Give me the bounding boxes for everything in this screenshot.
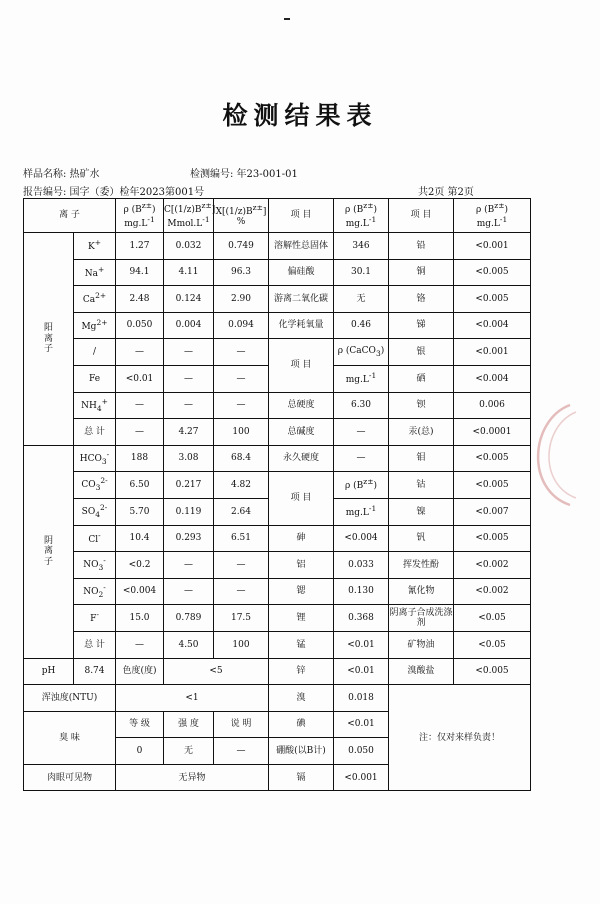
ion-name: $SO_4^{2-}$ (74, 498, 116, 525)
ph-value: 8.74 (74, 658, 116, 685)
ion-conc: — (164, 365, 214, 392)
mid-item: 溴 (269, 685, 334, 712)
table-row (24, 419, 531, 446)
cation-group-label: 阳 离 子 (24, 233, 74, 446)
mid-value: 346 (334, 233, 389, 260)
mid-subheader: ρ $(B^{z\pm})$ (334, 472, 389, 499)
results-table (23, 198, 531, 791)
mid-item: 总硬度 (269, 392, 334, 419)
ion-pct: 96.3 (214, 259, 269, 286)
mid-item: 锶 (269, 578, 334, 605)
mid-value: 0.018 (334, 685, 389, 712)
ion-pct: 100 (214, 631, 269, 658)
mid-item: 游离二氧化碳 (269, 286, 334, 313)
ion-name: $Ca^{2+}$ (74, 286, 116, 313)
right-item: 汞(总) (389, 419, 454, 446)
table-row (24, 312, 531, 339)
table-row (24, 525, 531, 552)
ion-pct: 100 (214, 419, 269, 446)
header-ion: 离 子 (24, 199, 116, 233)
table-row (24, 472, 531, 499)
mid-value: 30.1 (334, 259, 389, 286)
ion-conc: 4.50 (164, 631, 214, 658)
ion-conc: 3.08 (164, 445, 214, 472)
ion-pct: 4.82 (214, 472, 269, 499)
ion-conc: — (164, 578, 214, 605)
ion-conc: — (164, 552, 214, 579)
grade-value: 0 (116, 738, 164, 765)
ion-rho: — (116, 339, 164, 366)
right-item: 锑 (389, 312, 454, 339)
grade-header: 等 级 (116, 711, 164, 738)
right-item: 铬 (389, 286, 454, 313)
table-row-turbidity (24, 685, 531, 712)
ion-rho: — (116, 392, 164, 419)
right-value: <0.005 (454, 286, 531, 313)
ion-conc: 4.11 (164, 259, 214, 286)
table-header-row (24, 199, 531, 233)
right-item: 钼 (389, 445, 454, 472)
right-item: 阴离子合成洗涤剂 (389, 605, 454, 632)
mid-item: 项 目 (269, 472, 334, 525)
mid-value: <0.01 (334, 658, 389, 685)
mid-value: <0.001 (334, 764, 389, 791)
right-item: 氰化物 (389, 578, 454, 605)
ion-rho: 1.27 (116, 233, 164, 260)
right-value: <0.005 (454, 472, 531, 499)
ion-rho: 10.4 (116, 525, 164, 552)
right-item: 硒 (389, 365, 454, 392)
ion-pct: 68.4 (214, 445, 269, 472)
ion-name: K+ (74, 233, 116, 260)
right-value: <0.005 (454, 259, 531, 286)
right-value: <0.05 (454, 605, 531, 632)
mid-value: — (334, 419, 389, 446)
mid-subheader: ρ (CaCO$_3$) (334, 339, 389, 366)
ion-pct: — (214, 578, 269, 605)
ion-conc: — (164, 392, 214, 419)
header-item: 项 目 (269, 199, 334, 233)
ion-rho: <0.2 (116, 552, 164, 579)
ion-name: $Mg^{2+}$ (74, 312, 116, 339)
table-row (24, 605, 531, 632)
table-row (24, 233, 531, 260)
anion-group-label: 阴 离 子 (24, 445, 74, 658)
ion-conc: 0.293 (164, 525, 214, 552)
header-rho3: ρ $(B^{z\pm})$ $mg.L^{-1}$ (454, 199, 531, 233)
header-item2: 项 目 (389, 199, 454, 233)
right-value: <0.05 (454, 631, 531, 658)
ion-conc: 4.27 (164, 419, 214, 446)
ion-conc: 0.032 (164, 233, 214, 260)
note-value: — (214, 738, 269, 765)
right-item: 银 (389, 339, 454, 366)
right-value: <0.005 (454, 658, 531, 685)
mid-value: <0.004 (334, 525, 389, 552)
right-item: 铜 (389, 259, 454, 286)
mid-value: 6.30 (334, 392, 389, 419)
ion-conc: — (164, 339, 214, 366)
right-value: <0.001 (454, 233, 531, 260)
header-conc: $C[(1/z)B^{z\pm}]$ $Mmol.L^{-1}$ (164, 199, 214, 233)
mid-item: 锌 (269, 658, 334, 685)
ion-pct: 2.90 (214, 286, 269, 313)
ion-conc: 0.119 (164, 498, 214, 525)
ion-rho: 0.050 (116, 312, 164, 339)
right-value: <0.002 (454, 552, 531, 579)
ion-name: $NO_2^-$ (74, 578, 116, 605)
ion-conc: 0.124 (164, 286, 214, 313)
ion-name: 总 计 (74, 419, 116, 446)
ion-pct: — (214, 552, 269, 579)
ion-pct: 0.749 (214, 233, 269, 260)
strength-header: 强 度 (164, 711, 214, 738)
mid-value: <0.01 (334, 631, 389, 658)
mid-subheader-unit: $mg.L^{-1}$ (334, 498, 389, 525)
right-item: 钒 (389, 525, 454, 552)
mid-value: — (334, 445, 389, 472)
mid-item: 铝 (269, 552, 334, 579)
right-value: <0.007 (454, 498, 531, 525)
ion-name: $NH_4^+$ (74, 392, 116, 419)
ion-name: $HCO_3^-$ (74, 445, 116, 472)
color-value: <5 (164, 658, 269, 685)
top-dash-mark (284, 18, 290, 20)
visible-label: 肉眼可见物 (24, 764, 116, 791)
ion-conc: 0.004 (164, 312, 214, 339)
turbidity-value: <1 (116, 685, 269, 712)
ion-name: Fe (74, 365, 116, 392)
odor-label: 臭 味 (24, 711, 116, 764)
ion-pct: — (214, 392, 269, 419)
table-row (24, 631, 531, 658)
right-value: <0.0001 (454, 419, 531, 446)
ion-pct: — (214, 365, 269, 392)
mid-item: 偏硅酸 (269, 259, 334, 286)
right-item: 镍 (389, 498, 454, 525)
header-pct: $X[(1/z)B^{z\pm}]$ % (214, 199, 269, 233)
ph-label: pH (24, 658, 74, 685)
ion-name: / (74, 339, 116, 366)
ion-rho: — (116, 419, 164, 446)
ion-pct: 17.5 (214, 605, 269, 632)
mid-item: 锰 (269, 631, 334, 658)
right-value: <0.004 (454, 312, 531, 339)
mid-item: 化学耗氧量 (269, 312, 334, 339)
table-row (24, 392, 531, 419)
color-label: 色度(度) (116, 658, 164, 685)
ion-rho: — (116, 631, 164, 658)
ion-rho: 2.48 (116, 286, 164, 313)
mid-item: 锂 (269, 605, 334, 632)
visible-value: 无异物 (116, 764, 269, 791)
mid-item: 碘 (269, 711, 334, 738)
note-header: 说 明 (214, 711, 269, 738)
table-row (24, 578, 531, 605)
ion-pct: 2.64 (214, 498, 269, 525)
right-value: <0.001 (454, 339, 531, 366)
mid-subheader-unit: $mg.L^{-1}$ (334, 365, 389, 392)
page-count: 共2页 第2页 (418, 187, 474, 198)
mid-value: 0.46 (334, 312, 389, 339)
ion-rho: 15.0 (116, 605, 164, 632)
ion-name: 总 计 (74, 631, 116, 658)
right-item: 溴酸盐 (389, 658, 454, 685)
table-row-ph (24, 658, 531, 685)
ion-name: Cl- (74, 525, 116, 552)
right-value: <0.005 (454, 445, 531, 472)
right-value: <0.005 (454, 525, 531, 552)
mid-value: 无 (334, 286, 389, 313)
mid-value: <0.01 (334, 711, 389, 738)
ion-rho: 6.50 (116, 472, 164, 499)
mid-item: 总碱度 (269, 419, 334, 446)
turbidity-label: 浑浊度(NTU) (24, 685, 116, 712)
mid-value: 0.050 (334, 738, 389, 765)
table-row (24, 339, 531, 366)
ion-conc: 0.217 (164, 472, 214, 499)
right-value: <0.004 (454, 365, 531, 392)
right-item: 矿物油 (389, 631, 454, 658)
mid-item: 永久硬度 (269, 445, 334, 472)
table-row (24, 286, 531, 313)
mid-item: 镉 (269, 764, 334, 791)
sample-name: 样品名称: 热矿水 (23, 169, 100, 180)
remark-note: 注：仅对来样负责！ (389, 685, 531, 791)
right-item: 铅 (389, 233, 454, 260)
ion-pct: 0.094 (214, 312, 269, 339)
test-number: 检测编号: 年23-001-01 (190, 169, 298, 180)
table-row (24, 445, 531, 472)
header-rho: ρ $(B^{z\pm})$ $mg.L^{-1}$ (116, 199, 164, 233)
table-row (24, 259, 531, 286)
table-row (24, 552, 531, 579)
mid-item: 硼酸(以B计) (269, 738, 334, 765)
ion-rho: 94.1 (116, 259, 164, 286)
mid-item: 溶解性总固体 (269, 233, 334, 260)
right-item: 挥发性酚 (389, 552, 454, 579)
right-value: 0.006 (454, 392, 531, 419)
ion-name: $CO_3^{2-}$ (74, 472, 116, 499)
report-number: 报告编号: 国字（委）检年2023第001号 (23, 187, 205, 198)
right-value: <0.002 (454, 578, 531, 605)
page-title: 检测结果表 (222, 101, 378, 130)
ion-rho: <0.01 (116, 365, 164, 392)
mid-item: 项 目 (269, 339, 334, 392)
mid-item: 砷 (269, 525, 334, 552)
right-item: 钡 (389, 392, 454, 419)
ion-pct: — (214, 339, 269, 366)
ion-rho: <0.004 (116, 578, 164, 605)
ion-conc: 0.789 (164, 605, 214, 632)
ion-name: $NO_3^-$ (74, 552, 116, 579)
mid-value: 0.130 (334, 578, 389, 605)
ion-rho: 188 (116, 445, 164, 472)
mid-value: 0.368 (334, 605, 389, 632)
ion-name: F- (74, 605, 116, 632)
ion-name: Na+ (74, 259, 116, 286)
ion-rho: 5.70 (116, 498, 164, 525)
ion-pct: 6.51 (214, 525, 269, 552)
header-rho2: ρ $(B^{z\pm})$ $mg.L^{-1}$ (334, 199, 389, 233)
right-item: 钴 (389, 472, 454, 499)
strength-value: 无 (164, 738, 214, 765)
mid-value: 0.033 (334, 552, 389, 579)
